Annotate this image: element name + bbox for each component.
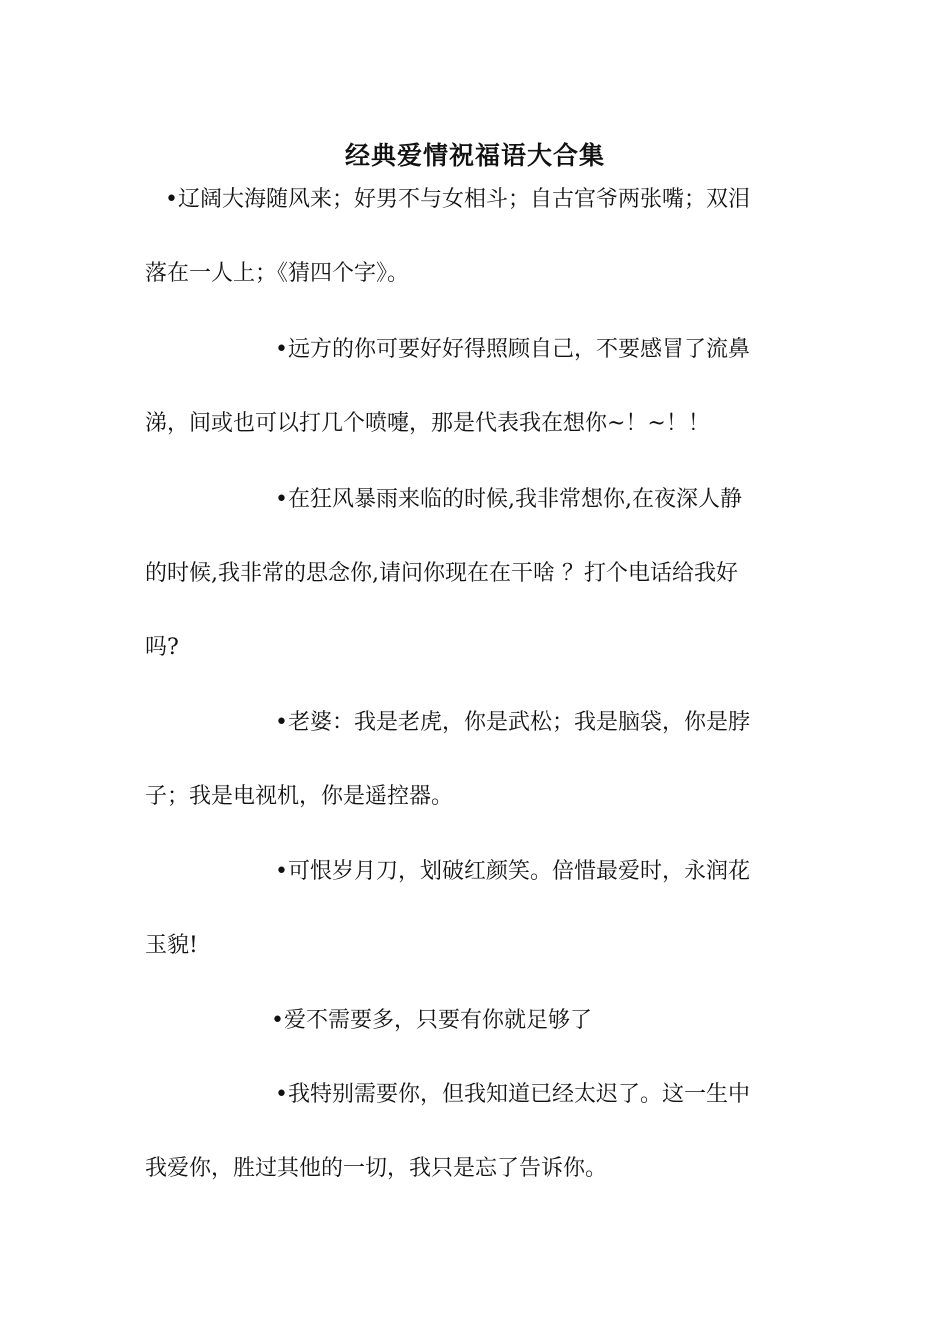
paragraph-line: •老婆：我是老虎，你是武松；我是脑袋，你是脖 <box>275 710 750 735</box>
paragraph-line: •爱不需要多，只要有你就足够了 <box>271 1008 592 1033</box>
paragraph-2 <box>145 313 810 461</box>
paragraph-line: •辽阔大海随风来；好男不与女相斗；自古官爷两张嘴；双泪 <box>165 187 750 212</box>
paragraph-line: 的时候,我非常的思念你,请问你现在在干啥 ？打个电话给我好 <box>145 561 738 586</box>
paragraph-5 <box>145 835 810 983</box>
paragraph-line: 我爱你，胜过其他的一切，我只是忘了告诉你。 <box>145 1156 608 1181</box>
paragraph-1 <box>145 163 810 311</box>
paragraph-line: •在狂风暴雨来临的时候,我非常想你,在夜深人静 <box>275 487 742 512</box>
paragraph-line: 吗? <box>145 635 179 660</box>
paragraph-line: •远方的你可要好好得照顾自己，不要感冒了流鼻 <box>275 337 750 362</box>
paragraph-line: •我特别需要你，但我知道已经太迟了。这一生中 <box>275 1082 750 1107</box>
paragraph-line: 玉貌! <box>145 933 198 958</box>
paragraph-7 <box>145 1058 810 1206</box>
paragraph-line: •可恨岁月刀，划破红颜笑。倍惜最爱时，永润花 <box>275 859 750 884</box>
paragraph-3 <box>145 463 810 685</box>
paragraph-4 <box>145 686 810 834</box>
paragraph-line: 涕，间或也可以打几个喷嚏，那是代表我在想你~！~！！ <box>145 411 710 436</box>
paragraph-line: 子；我是电视机，你是遥控器。 <box>145 784 454 809</box>
paragraph-6 <box>145 984 810 1058</box>
page-title: 经典爱情祝福语大合集 <box>344 141 605 170</box>
paragraph-line: 落在一人上；《猜四个字》。 <box>145 261 410 286</box>
